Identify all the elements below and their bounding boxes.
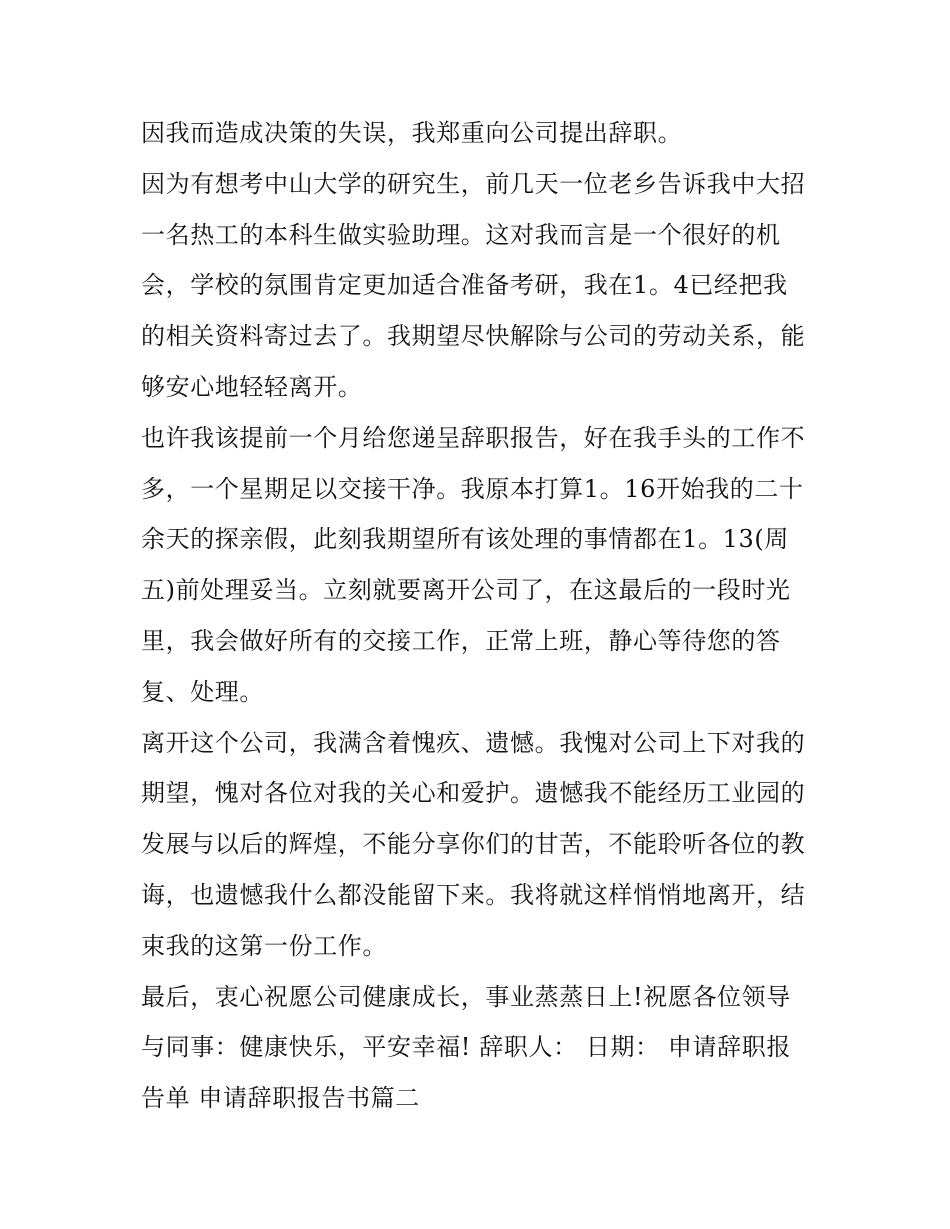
text-line: 发展与以后的辉煌，不能分享你们的甘苦，不能聆听各位的教 — [141, 830, 806, 859]
text-line: 里，我会做好所有的交接工作，正常上班，静心等待您的答 — [141, 626, 781, 655]
text-line: 的相关资料寄过去了。我期望尽快解除与公司的劳动关系，能 — [141, 322, 806, 351]
text-line: 够安心地轻轻离开。 — [141, 372, 363, 401]
text-line: 诲，也遗憾我什么都没能留下来。我将就这样悄悄地离开，结 — [141, 880, 806, 909]
text-line: 束我的这第一份工作。 — [141, 931, 387, 960]
text-line: 与同事：健康快乐，平安幸福! 辞职人： 日期： 申请辞职报 — [141, 1033, 791, 1062]
text-line: 告单 申请辞职报告书篇二 — [141, 1084, 420, 1113]
text-line: 复、处理。 — [141, 677, 264, 706]
text-line: 也许我该提前一个月给您递呈辞职报告，好在我手头的工作不 — [141, 423, 806, 452]
document-body — [141, 108, 821, 1124]
text-line: 多，一个星期足以交接干净。我原本打算1。16开始我的二十 — [141, 474, 804, 503]
text-line: 因我而造成决策的失误，我郑重向公司提出辞职。 — [141, 119, 683, 147]
text-line: 离开这个公司，我满含着愧疚、遗憾。我愧对公司上下对我的 — [141, 728, 806, 757]
text-line: 期望，愧对各位对我的关心和爱护。遗憾我不能经历工业园的 — [141, 779, 806, 808]
text-line: 会，学校的氛围肯定更加适合准备考研，我在1。4已经把我 — [141, 271, 788, 300]
text-line: 因为有想考中山大学的研究生，前几天一位老乡告诉我中大招 — [141, 169, 806, 198]
text-line: 一名热工的本科生做实验助理。这对我而言是一个很好的机 — [141, 220, 781, 249]
text-line: 余天的探亲假，此刻我期望所有该处理的事情都在1。13(周 — [141, 525, 789, 554]
text-line: 五)前处理妥当。立刻就要离开公司了，在这最后的一段时光 — [141, 576, 791, 605]
text-line: 最后，衷心祝愿公司健康成长，事业蒸蒸日上!祝愿各位领导 — [141, 982, 791, 1011]
